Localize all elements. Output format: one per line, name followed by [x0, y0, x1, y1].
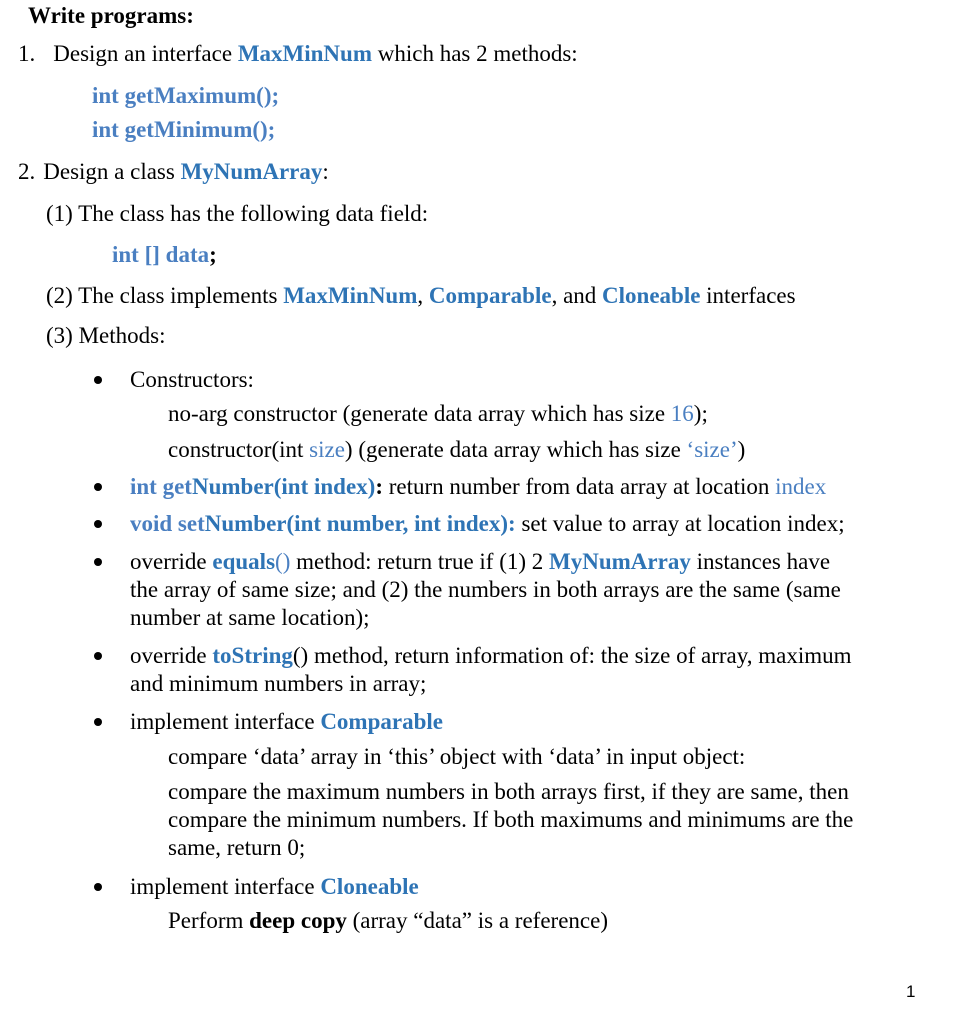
comparable-a: implement interface	[130, 709, 321, 734]
comparable-line-4: same, return 0;	[168, 835, 306, 860]
item-1-text: Design an interface	[53, 41, 238, 66]
sep-2: , and	[551, 283, 603, 308]
tostring-name: toString	[212, 643, 293, 668]
getnumber-code-a: int get	[130, 474, 192, 499]
cloneable-line	[168, 907, 608, 935]
tostring-line-1	[130, 642, 852, 670]
sep-1: ,	[417, 283, 429, 308]
bullet-dot	[94, 483, 102, 491]
iface-maxminnum: MaxMinNum	[283, 283, 418, 308]
noarg-constructor-line	[168, 400, 708, 428]
iface-cloneable: Cloneable	[602, 283, 701, 308]
page-number: 1	[906, 982, 916, 1001]
setnumber-code-b: Number(int number, int index):	[204, 511, 516, 536]
bullet-dot	[94, 883, 102, 891]
size-constructor-b: ) (generate data array which has size	[344, 437, 687, 462]
setnumber-code-a: void set	[130, 511, 205, 536]
equals-paren: ()	[275, 549, 291, 574]
sub-item-3-text: Methods:	[78, 323, 166, 348]
data-field-semicolon: ;	[209, 242, 217, 267]
equals-c: instances have	[690, 549, 831, 574]
comparable-line-2: compare the maximum numbers in both arrays first, if they are same, then	[168, 779, 849, 804]
tostring-a: override	[130, 643, 213, 668]
sub-item-3-label: (3)	[46, 323, 73, 348]
size-constructor-c: )	[737, 437, 746, 462]
tostring-b: () method, return information of: the size of array, maximum	[292, 643, 852, 668]
interface-name: MaxMinNum	[237, 41, 372, 66]
bullet-dot	[94, 558, 102, 566]
equals-name: equals	[212, 549, 276, 574]
cloneable-pa: Perform	[168, 908, 250, 933]
cloneable-pc: (array “data” is a reference)	[346, 908, 608, 933]
cloneable-a: implement interface	[130, 874, 321, 899]
method-get-minimum: int getMinimum();	[92, 117, 276, 142]
constructors-title: Constructors:	[130, 367, 254, 392]
item-1-text-end: which has 2 methods:	[371, 41, 578, 66]
data-field-code: int [] data	[112, 242, 210, 267]
size-constructor-a: constructor(int	[168, 437, 310, 462]
size-param: size	[309, 437, 345, 462]
comparable-line-1: compare ‘data’ array in ‘this’ object with ‘data’ in input object:	[168, 744, 746, 769]
setnumber-line	[130, 510, 845, 538]
item-2-line	[18, 158, 329, 186]
iface-comparable: Comparable	[428, 283, 552, 308]
size-quoted: ‘size’	[686, 437, 738, 462]
item-2-number: 2.	[18, 159, 36, 184]
getnumber-text: return number from data array at location	[383, 474, 776, 499]
item-2-text: Design a class	[43, 159, 181, 184]
getnumber-code-b: Number(int index)	[191, 474, 376, 499]
equals-line-1	[130, 548, 830, 576]
getnumber-index: index	[775, 474, 827, 499]
bullet-dot	[94, 376, 102, 384]
getnumber-line	[130, 473, 826, 501]
bullet-dot	[94, 718, 102, 726]
method-get-maximum: int getMaximum();	[92, 83, 280, 108]
bullet-dot	[94, 520, 102, 528]
size-constructor-line	[168, 436, 745, 464]
comparable-name: Comparable	[320, 709, 443, 734]
sub-item-1-label: (1)	[46, 201, 73, 226]
equals-line-2: the array of same size; and (2) the numbers in both arrays are the same (same	[130, 577, 841, 602]
cloneable-name: Cloneable	[320, 874, 419, 899]
sub-item-2-text: The class implements	[78, 283, 284, 308]
noarg-text: no-arg constructor (generate data array which has size	[168, 401, 671, 426]
sub-item-2-label: (2)	[46, 283, 73, 308]
sub-item-3	[46, 322, 165, 350]
comparable-line-3: compare the minimum numbers. If both maximums and minimums are the	[168, 807, 854, 832]
cloneable-title	[130, 873, 419, 901]
comparable-title	[130, 708, 443, 736]
sub-item-2	[46, 282, 796, 310]
deep-copy-text: deep copy	[249, 908, 347, 933]
sub-item-2-end: interfaces	[700, 283, 796, 308]
bullet-dot	[94, 652, 102, 660]
item-2-colon: :	[322, 159, 329, 184]
tostring-line-2: and minimum numbers in array;	[130, 671, 427, 696]
item-1-number: 1.	[18, 41, 36, 66]
setnumber-text: set value to array at location index;	[515, 511, 845, 536]
sub-item-1	[46, 200, 428, 228]
sub-item-1-text: The class has the following data field:	[78, 201, 429, 226]
class-name: MyNumArray	[180, 159, 323, 184]
default-size-value: 16	[670, 401, 694, 426]
getnumber-colon: :	[375, 474, 384, 499]
equals-class: MyNumArray	[549, 549, 691, 574]
equals-a: override	[130, 549, 213, 574]
data-field-line	[112, 241, 217, 269]
equals-b: method: return true if (1) 2	[290, 549, 550, 574]
noarg-text-end: );	[693, 401, 708, 426]
item-1-line	[18, 40, 578, 68]
equals-line-3: number at same location);	[130, 605, 370, 630]
page-heading: Write programs:	[28, 3, 194, 28]
